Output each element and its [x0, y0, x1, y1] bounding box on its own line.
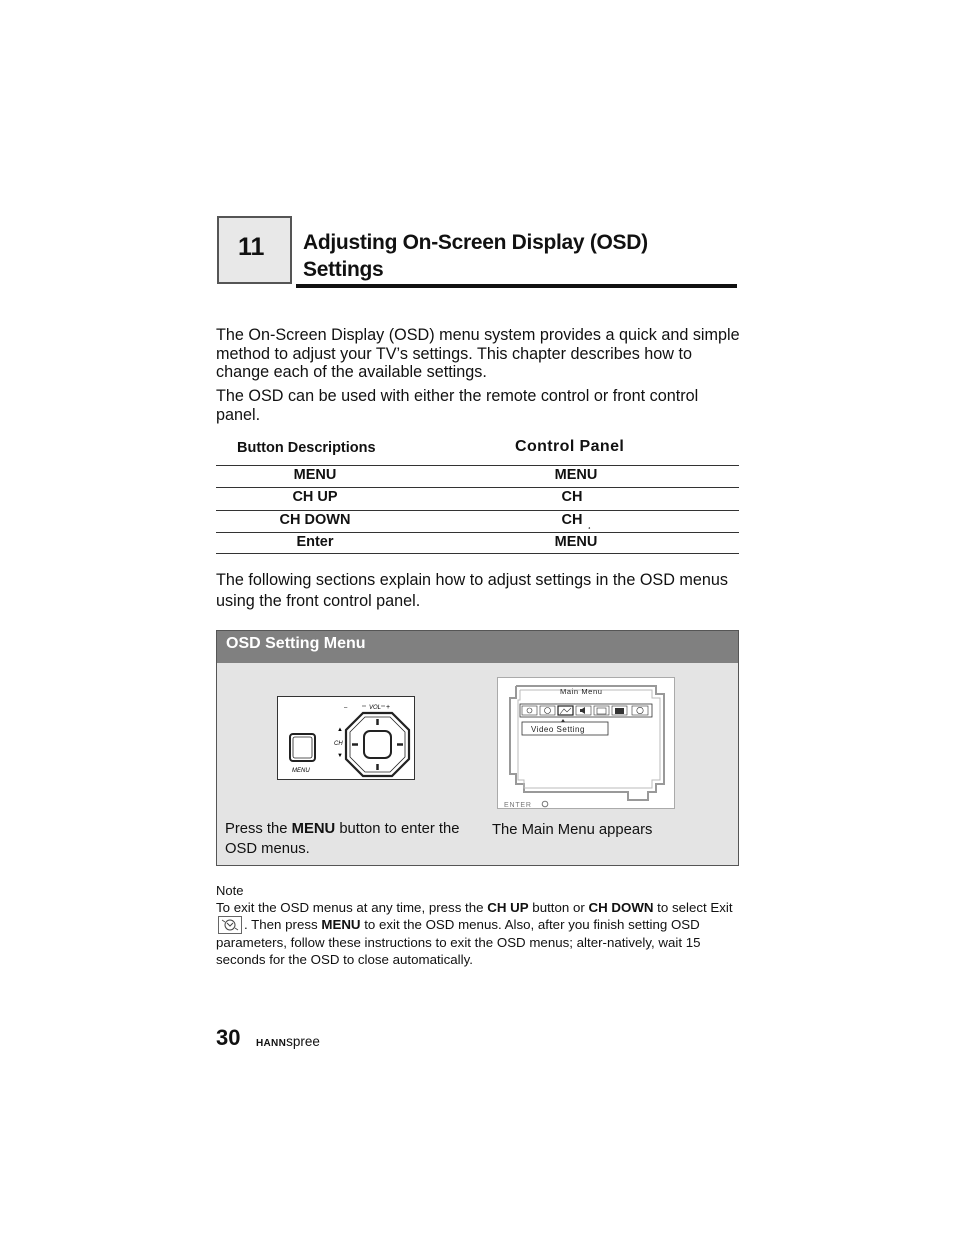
table-cell-button: MENU	[293, 467, 337, 483]
chapter-title-line2: Settings	[303, 258, 384, 281]
main-menu-title: Main Menu	[560, 687, 603, 696]
enter-label: ENTER	[504, 802, 532, 808]
exit-icon	[218, 916, 242, 934]
table-cell-button: Enter	[296, 534, 334, 550]
menu-button-graphic	[290, 734, 315, 761]
svg-text:▲: ▲	[337, 727, 343, 733]
svg-text:–: –	[344, 705, 348, 711]
note-label: Note	[216, 883, 244, 898]
caption-press-menu: Press the MENU button to enter the OSD menus.	[225, 821, 460, 857]
caption-main-menu-appears: The Main Menu appears	[492, 822, 653, 838]
table-cell-control: CH	[561, 512, 583, 528]
chapter-title-line1: Adjusting On-Screen Display (OSD)	[303, 231, 648, 254]
front-panel-drawing	[278, 697, 414, 779]
intro-paragraph-1: The On-Screen Display (OSD) menu system provides a quick and simple method to adjust your TV’s settings. This chapter describes how to change each of the available settings.	[216, 326, 740, 381]
menu-label: MENU	[292, 768, 310, 774]
note-text: To exit the OSD menus at any time, press the CH UP button or CH DOWN to select Exit . Then press MENU to exit the OSD menus. Also, after you finish setting OSD parameters, follow these instructions to exit the OSD menus; alter-natively, wait 15 seconds for the OSD to close automatically.	[216, 900, 733, 967]
table-header-control-panel: Control Panel	[515, 438, 625, 455]
menu-icon-bar	[520, 704, 652, 717]
osd-panel-title: OSD Setting Menu	[226, 635, 366, 652]
title-rule	[296, 284, 737, 288]
intro-paragraph-2: The OSD can be used with either the remote control or front control panel.	[216, 387, 699, 424]
table-cell-control: CH	[561, 489, 583, 505]
page-number: 30	[216, 1025, 241, 1050]
chapter-number: 11	[238, 233, 265, 261]
svg-text:▼: ▼	[337, 753, 343, 759]
following-paragraph: The following sections explain how to adjust settings in the OSD menus using the front control panel.	[216, 571, 728, 610]
table-cell-control: MENU	[554, 534, 598, 550]
brand-logo: HANNspree	[256, 1034, 320, 1049]
vol-label: VOL	[369, 705, 382, 711]
main-menu-screenshot	[497, 677, 675, 809]
table-row	[216, 487, 739, 510]
table-row	[216, 510, 739, 533]
table-row	[216, 465, 739, 488]
main-menu-drawing	[498, 678, 674, 808]
dpad-center	[364, 731, 391, 758]
ch-label: CH	[334, 741, 343, 747]
table-cell-button: CH UP	[292, 489, 338, 505]
sun-icon	[522, 706, 537, 715]
front-control-panel-illustration	[277, 696, 415, 780]
table-header-button-descriptions: Button Descriptions	[237, 440, 376, 456]
video-setting-label: Video Setting	[531, 725, 585, 734]
table-bottom-rule	[216, 553, 739, 554]
chapter-title	[303, 229, 743, 283]
table-row	[216, 532, 739, 555]
svg-text:+: +	[386, 704, 391, 711]
table-cell-mark: ¸	[588, 519, 591, 529]
tv-icon	[594, 706, 609, 715]
table-cell-control: MENU	[554, 467, 598, 483]
table-cell-button: CH DOWN	[279, 512, 351, 528]
